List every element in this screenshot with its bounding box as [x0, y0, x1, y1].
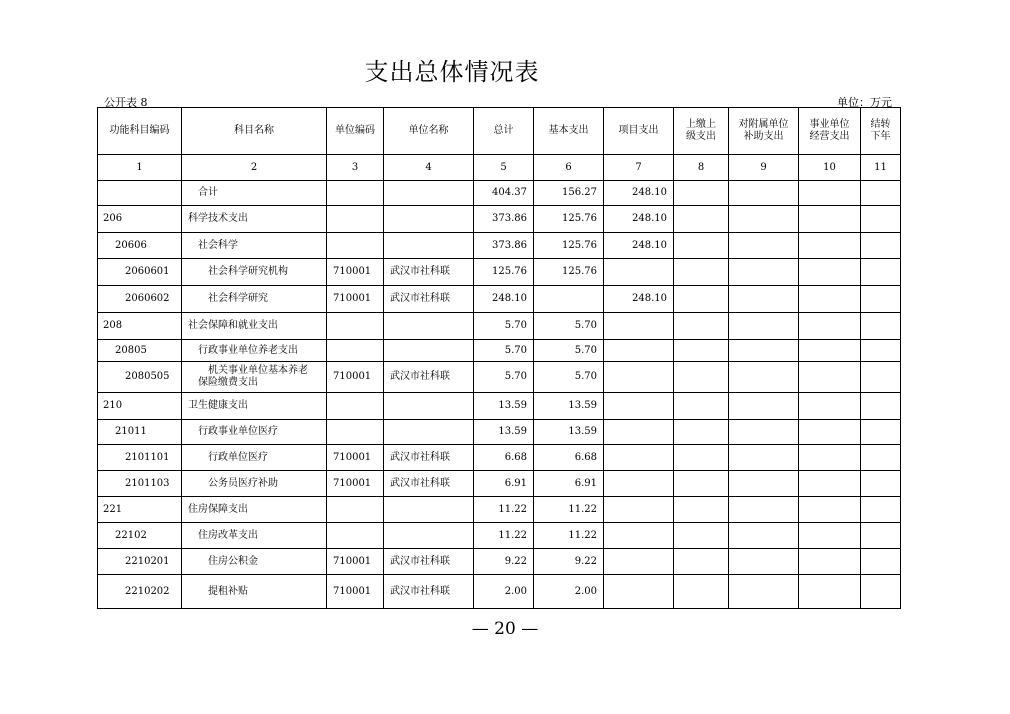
- form-code: 公开表 8: [104, 96, 148, 109]
- row-code: 22102: [98, 523, 182, 549]
- row-carry: [861, 340, 901, 362]
- row-unit-name: 武汉市社科联: [384, 362, 474, 393]
- row-subsidy: [729, 233, 799, 259]
- row-total: 5.70: [474, 362, 534, 393]
- row-business: [799, 575, 861, 609]
- row-subsidy: [729, 523, 799, 549]
- row-upper: [674, 362, 729, 393]
- row-name-line1: 机关事业单位基本养老: [208, 365, 308, 376]
- row-code: 221: [98, 497, 182, 523]
- row-upper: [674, 523, 729, 549]
- row-total: 248.10: [474, 286, 534, 313]
- row-total: 2.00: [474, 575, 534, 609]
- row-business: [799, 523, 861, 549]
- row-carry: [861, 471, 901, 497]
- row-code: 2101103: [98, 471, 182, 497]
- row-project: [604, 549, 674, 575]
- row-unit-name: [384, 313, 474, 340]
- row-unit-name: [384, 233, 474, 259]
- row-total: 5.70: [474, 313, 534, 340]
- col-num-8: 8: [674, 155, 729, 181]
- row-subsidy: [729, 206, 799, 233]
- row-name: 提租补贴: [182, 575, 327, 609]
- row-unit-name: [384, 393, 474, 420]
- row-unit-code: 710001: [327, 259, 384, 286]
- row-business: [799, 362, 861, 393]
- row-basic: 156.27: [534, 181, 604, 206]
- row-project: [604, 471, 674, 497]
- row-upper: [674, 420, 729, 445]
- row-unit-code: 710001: [327, 286, 384, 313]
- row-unit-code: [327, 420, 384, 445]
- table-row: [98, 420, 901, 445]
- row-carry: [861, 393, 901, 420]
- row-project: [604, 523, 674, 549]
- table-row: [98, 549, 901, 575]
- row-carry: [861, 286, 901, 313]
- header-unit-code: 单位编码: [327, 108, 384, 155]
- row-basic: 13.59: [534, 393, 604, 420]
- row-business: [799, 420, 861, 445]
- col-num-2: 2: [182, 155, 327, 181]
- header-unit-name: 单位名称: [384, 108, 474, 155]
- row-basic: 125.76: [534, 206, 604, 233]
- table-row: [98, 393, 901, 420]
- row-basic: 6.91: [534, 471, 604, 497]
- row-carry: [861, 549, 901, 575]
- row-name: 社会保障和就业支出: [182, 313, 327, 340]
- row-code: 2210202: [98, 575, 182, 609]
- row-unit-name: [384, 340, 474, 362]
- row-unit-name: 武汉市社科联: [384, 575, 474, 609]
- row-unit-code: [327, 497, 384, 523]
- row-name: 社会科学: [182, 233, 327, 259]
- row-basic: 5.70: [534, 362, 604, 393]
- row-project: 248.10: [604, 206, 674, 233]
- row-name: 行政事业单位医疗: [182, 420, 327, 445]
- row-project: [604, 393, 674, 420]
- row-total: 6.68: [474, 445, 534, 471]
- row-subsidy: [729, 313, 799, 340]
- row-total: 5.70: [474, 340, 534, 362]
- row-unit-code: [327, 313, 384, 340]
- row-business: [799, 340, 861, 362]
- row-carry: [861, 181, 901, 206]
- row-project: [604, 420, 674, 445]
- row-code: 210: [98, 393, 182, 420]
- row-basic: 125.76: [534, 259, 604, 286]
- unit-label: 单位：万元: [837, 96, 892, 109]
- row-name: 行政事业单位养老支出: [182, 340, 327, 362]
- row-subsidy: [729, 445, 799, 471]
- row-carry: [861, 523, 901, 549]
- row-subsidy: [729, 420, 799, 445]
- row-unit-code: [327, 340, 384, 362]
- table-row: [98, 340, 901, 362]
- row-name: 合计: [182, 181, 327, 206]
- row-carry: [861, 420, 901, 445]
- row-unit-name: 武汉市社科联: [384, 471, 474, 497]
- row-business: [799, 233, 861, 259]
- row-upper: [674, 259, 729, 286]
- header-upper: [674, 108, 729, 155]
- table-row: [98, 206, 901, 233]
- row-basic: 9.22: [534, 549, 604, 575]
- header-carry-line1: 结转: [870, 119, 891, 130]
- row-upper: [674, 393, 729, 420]
- row-name: 住房改革支出: [182, 523, 327, 549]
- row-business: [799, 313, 861, 340]
- header-subsidy-line1: 对附属单位: [738, 119, 789, 130]
- header-row: [98, 108, 901, 155]
- row-unit-name: 武汉市社科联: [384, 549, 474, 575]
- row-basic: 11.22: [534, 523, 604, 549]
- row-project: 248.10: [604, 233, 674, 259]
- row-unit-name: [384, 181, 474, 206]
- row-total: 11.22: [474, 523, 534, 549]
- row-name: 公务员医疗补助: [182, 471, 327, 497]
- row-unit-name: 武汉市社科联: [384, 286, 474, 313]
- col-num-3: 3: [327, 155, 384, 181]
- row-upper: [674, 286, 729, 313]
- row-carry: [861, 206, 901, 233]
- row-total: 11.22: [474, 497, 534, 523]
- row-project: [604, 340, 674, 362]
- row-subsidy: [729, 340, 799, 362]
- row-unit-code: 710001: [327, 575, 384, 609]
- row-name-line2: 保险缴费支出: [198, 377, 258, 388]
- row-total: 13.59: [474, 420, 534, 445]
- row-subsidy: [729, 393, 799, 420]
- row-total: 404.37: [474, 181, 534, 206]
- row-name: 社会科学研究机构: [182, 259, 327, 286]
- row-name: 卫生健康支出: [182, 393, 327, 420]
- row-basic: [534, 286, 604, 313]
- row-name: 科学技术支出: [182, 206, 327, 233]
- column-number-row: [98, 155, 901, 181]
- row-business: [799, 549, 861, 575]
- row-carry: [861, 445, 901, 471]
- row-unit-code: [327, 393, 384, 420]
- row-upper: [674, 497, 729, 523]
- row-carry: [861, 362, 901, 393]
- row-subsidy: [729, 286, 799, 313]
- col-num-6: 6: [534, 155, 604, 181]
- row-upper: [674, 233, 729, 259]
- table-row: [98, 575, 901, 609]
- row-basic: 5.70: [534, 340, 604, 362]
- row-basic: 11.22: [534, 497, 604, 523]
- expenditure-table: [97, 107, 901, 609]
- row-code: 21011: [98, 420, 182, 445]
- col-num-10: 10: [799, 155, 861, 181]
- row-business: [799, 393, 861, 420]
- row-unit-code: 710001: [327, 445, 384, 471]
- row-business: [799, 497, 861, 523]
- header-subject-name: 科目名称: [182, 108, 327, 155]
- row-project: [604, 575, 674, 609]
- header-project: 项目支出: [604, 108, 674, 155]
- header-upper-line1: 上缴上: [686, 119, 716, 130]
- row-project: [604, 362, 674, 393]
- row-code: 2080505: [98, 362, 182, 393]
- row-upper: [674, 340, 729, 362]
- row-business: [799, 286, 861, 313]
- row-project: 248.10: [604, 181, 674, 206]
- row-business: [799, 445, 861, 471]
- row-total: 125.76: [474, 259, 534, 286]
- row-unit-name: 武汉市社科联: [384, 259, 474, 286]
- row-upper: [674, 471, 729, 497]
- table-row: [98, 259, 901, 286]
- table-row: [98, 313, 901, 340]
- row-carry: [861, 575, 901, 609]
- row-project: [604, 497, 674, 523]
- row-project: [604, 313, 674, 340]
- row-name: 社会科学研究: [182, 286, 327, 313]
- row-name: 行政单位医疗: [182, 445, 327, 471]
- row-basic: 5.70: [534, 313, 604, 340]
- table-row: [98, 286, 901, 313]
- row-code: 208: [98, 313, 182, 340]
- row-code: 2101101: [98, 445, 182, 471]
- row-business: [799, 181, 861, 206]
- header-basic: 基本支出: [534, 108, 604, 155]
- row-unit-name: [384, 206, 474, 233]
- header-carry: [861, 108, 901, 155]
- row-unit-code: 710001: [327, 471, 384, 497]
- row-subsidy: [729, 497, 799, 523]
- row-code: [98, 181, 182, 206]
- row-upper: [674, 575, 729, 609]
- col-num-11: 11: [861, 155, 901, 181]
- header-subsidy-line2: 补助支出: [743, 131, 784, 142]
- row-unit-code: 710001: [327, 549, 384, 575]
- row-subsidy: [729, 575, 799, 609]
- row-subsidy: [729, 259, 799, 286]
- row-subsidy: [729, 471, 799, 497]
- row-code: 20606: [98, 233, 182, 259]
- row-code: 20805: [98, 340, 182, 362]
- table-row: [98, 181, 901, 206]
- row-name: [182, 362, 327, 393]
- row-carry: [861, 497, 901, 523]
- header-business: [799, 108, 861, 155]
- row-code: 2060602: [98, 286, 182, 313]
- header-carry-line2: 下年: [870, 131, 891, 142]
- row-code: 2060601: [98, 259, 182, 286]
- row-carry: [861, 233, 901, 259]
- row-subsidy: [729, 549, 799, 575]
- col-num-9: 9: [729, 155, 799, 181]
- row-business: [799, 259, 861, 286]
- header-subsidy: [729, 108, 799, 155]
- row-basic: 2.00: [534, 575, 604, 609]
- row-project: [604, 445, 674, 471]
- col-num-4: 4: [384, 155, 474, 181]
- row-business: [799, 206, 861, 233]
- col-num-1: 1: [98, 155, 182, 181]
- page-title: 支出总体情况表: [364, 58, 540, 86]
- row-unit-code: [327, 233, 384, 259]
- row-subsidy: [729, 362, 799, 393]
- table-row: [98, 233, 901, 259]
- row-total: 6.91: [474, 471, 534, 497]
- row-unit-code: [327, 523, 384, 549]
- row-total: 373.86: [474, 233, 534, 259]
- header-total: 总计: [474, 108, 534, 155]
- row-subsidy: [729, 181, 799, 206]
- row-carry: [861, 313, 901, 340]
- row-unit-name: [384, 523, 474, 549]
- row-carry: [861, 259, 901, 286]
- row-basic: 6.68: [534, 445, 604, 471]
- row-total: 13.59: [474, 393, 534, 420]
- row-upper: [674, 549, 729, 575]
- header-business-line2: 经营支出: [809, 131, 850, 142]
- row-unit-code: [327, 181, 384, 206]
- row-unit-name: [384, 420, 474, 445]
- row-business: [799, 471, 861, 497]
- row-code: 206: [98, 206, 182, 233]
- row-upper: [674, 445, 729, 471]
- row-name: 住房公积金: [182, 549, 327, 575]
- row-upper: [674, 206, 729, 233]
- row-unit-code: 710001: [327, 362, 384, 393]
- row-total: 373.86: [474, 206, 534, 233]
- row-code: 2210201: [98, 549, 182, 575]
- row-unit-name: 武汉市社科联: [384, 445, 474, 471]
- table-row: [98, 471, 901, 497]
- row-basic: 125.76: [534, 233, 604, 259]
- row-upper: [674, 181, 729, 206]
- row-total: 9.22: [474, 549, 534, 575]
- row-unit-name: [384, 497, 474, 523]
- row-name: 住房保障支出: [182, 497, 327, 523]
- table-row: [98, 362, 901, 393]
- row-unit-code: [327, 206, 384, 233]
- row-project: 248.10: [604, 286, 674, 313]
- row-upper: [674, 313, 729, 340]
- header-upper-line2: 级支出: [686, 131, 716, 142]
- header-business-line1: 事业单位: [809, 119, 850, 130]
- row-project: [604, 259, 674, 286]
- header-func-code: 功能科目编码: [98, 108, 182, 155]
- page-number: — 20 —: [471, 619, 539, 639]
- table-row: [98, 497, 901, 523]
- row-basic: 13.59: [534, 420, 604, 445]
- table-row: [98, 445, 901, 471]
- table-row: [98, 523, 901, 549]
- col-num-5: 5: [474, 155, 534, 181]
- col-num-7: 7: [604, 155, 674, 181]
